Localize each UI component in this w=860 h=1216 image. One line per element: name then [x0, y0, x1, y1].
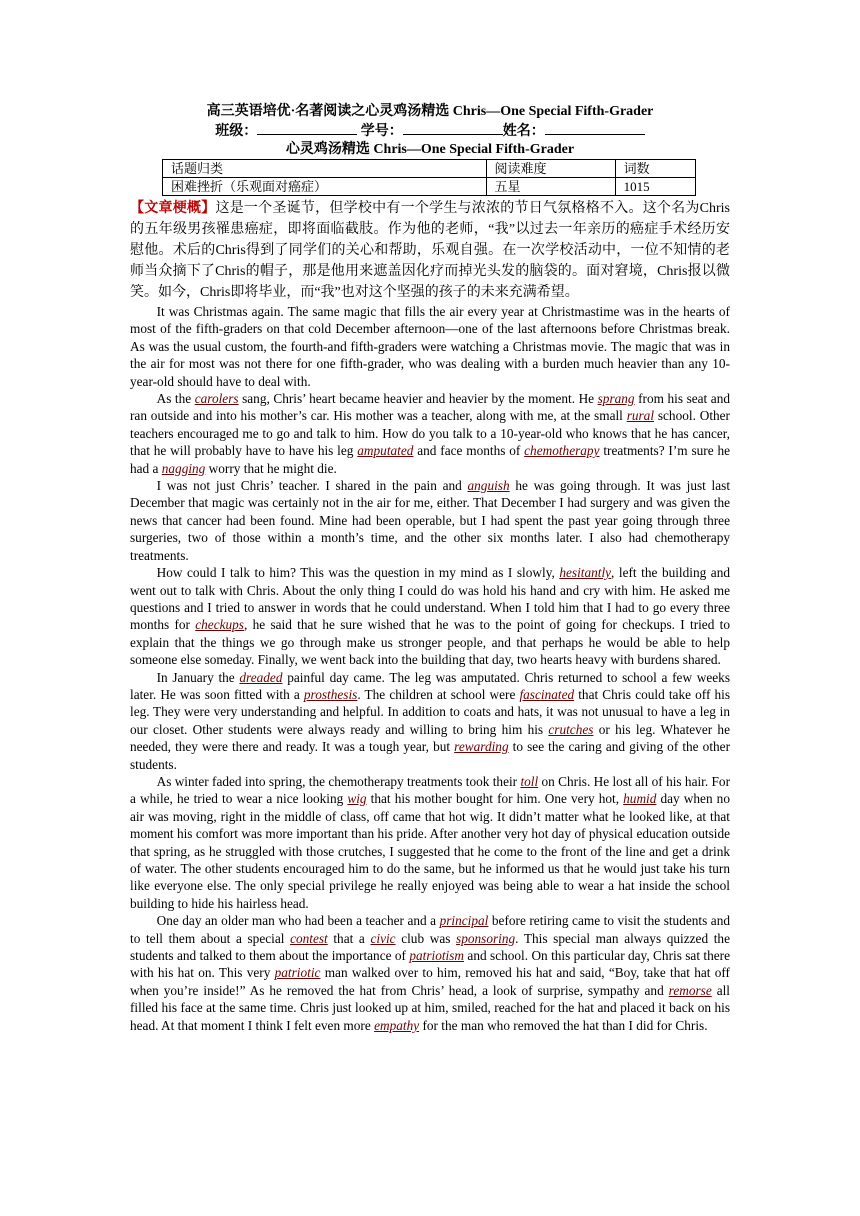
paragraph: It was Christmas again. The same magic that fills the air every year at Christmastime was in the hearts of most of the fifth-graders on that cold December afternoon—one of the last afternoons before Christmas break. As was the usual custom, the fourth-and fifth-graders were watching a Christmas movie. The magic that was in the air for most was not there for one fifth-grader, who was dealing with a burden much heavier than any 10-year-old should have to deal with. [130, 304, 730, 389]
paragraph: As winter faded into spring, the chemotherapy treatments took their toll on Chris. He lost all of his hair. For a while, he tried to wear a nice looking wig that his mother bought for him. One very hot, humid day when no air was moving, right in the middle of class, off came that hot wig. It didn’t matter what he looked like, at that moment his comfort was more important than his pride. After another very hot day of physical education outside that spring, as he struggled with those crutches, I suggested that he come to the front of the line and get a drink of water. The other students encouraged him to do the same, but he informed us that he would just take his turn like everyone else. The only special privilege he really enjoyed was being able to wear a hat inside the school building to hide his hairless head. [130, 773, 730, 911]
keyword: anguish [467, 478, 510, 494]
keyword: hesitantly [559, 565, 612, 581]
name-blank [545, 121, 645, 135]
document-title: 高三英语培优·名著阅读之心灵鸡汤精选 Chris—One Special Fifth-Grader [206, 104, 654, 119]
meta-table [162, 159, 696, 196]
paragraph: As the carolers sang, Chris’ heart became heavier and heavier by the moment. He sprang from his seat and ran outside and into his mother’s car. His mother was a teacher, along with me, at the small rural school. Other teachers encouraged me to go and talk to him. How do you talk to a 10-year-old who knows that he has cancer, that he will probably have to have his leg amputated and face months of chemotherapy treatments? I’m sure he had a nagging worry that he might die. [130, 391, 731, 476]
keyword: amputated [357, 443, 414, 459]
table-cell: 五星 [486, 178, 615, 196]
keyword: wig [347, 791, 367, 807]
keyword: chemotherapy [524, 443, 600, 459]
paragraph: I was not just Chris’ teacher. I shared in the pain and anguish he was going through. It was just last December that magic was certainly not in the air for me, either. That December I had surgery and was given the news that cancer had been found. Mine had been operable, but I had spent the past year going through three surgeries, two of those within a month’s time, and the other six months later. I also had chemotherapy treatments. [130, 478, 731, 563]
keyword: rewarding [454, 739, 509, 755]
document-subtitle: 心灵鸡汤精选 Chris—One Special Fifth-Grader [285, 142, 575, 157]
class-label: 班级： [215, 124, 258, 139]
name-label: 姓名： [502, 124, 545, 139]
student-info-line [130, 121, 730, 140]
keyword: nagging [161, 460, 206, 476]
keyword: contest [290, 930, 328, 946]
table-row [163, 178, 696, 196]
table-cell: 阅读难度 [486, 160, 615, 178]
id-blank [403, 121, 503, 135]
table-cell: 1015 [615, 178, 695, 196]
summary-text: 这是一个圣诞节，但学校中有一个学生与浓浓的节日气氛格格不入。这个名为Chris的五年级男孩罹患癌症，即将面临截肢。作为他的老师，“我”以过去一年亲历的癌症手术经历安慰他。术后的Chris得到了同学们的关心和帮助，乐观自强。在一次学校活动中，一位不知情的老师当众摘下了Chris的帽子，那是他用来遮盖因化疗而掉光头发的脑袋的。面对窘境，Chris报以微笑。如今，Chris即将毕业，而“我”也对这个坚强的孩子的未来充满希望。 [130, 201, 730, 300]
keyword: carolers [194, 391, 239, 407]
keyword: crutches [548, 721, 594, 737]
keyword: toll [520, 773, 539, 789]
paragraph: How could I talk to him? This was the question in my mind as I slowly, hesitantly, left the building and went out to talk with Chris. About the only thing I could do was hold his hand and cry with him. He asked me questions and I tried to answer in words that he could understand. When I told him that I had to go every three months for checkups, he said that he sure wished that he was to the point of going for checkups. I tried to explain that the things we go through make us stronger people, and that perhaps he would be able to help someone else someday. Finally, we went back into the building that day, two hearts heavy with burdens shared. [130, 565, 731, 668]
document-page [130, 103, 730, 1034]
keyword: remorse [668, 982, 712, 998]
keyword: checkups [195, 617, 244, 633]
keyword: patriotism [409, 948, 465, 964]
table-cell: 词数 [615, 160, 695, 178]
keyword: empathy [374, 1017, 420, 1033]
keyword: prosthesis [303, 686, 358, 702]
summary-tag: 【文章梗概】 [130, 201, 216, 216]
keyword: civic [370, 930, 396, 946]
keyword: sprang [597, 391, 635, 407]
keyword: patriotic [274, 965, 321, 981]
keyword: sponsoring [456, 930, 516, 946]
table-row [163, 160, 696, 178]
keyword: principal [439, 913, 489, 929]
id-label: 学号： [360, 124, 403, 139]
paragraph: One day an older man who had been a teacher and a principal before retiring came to visit the students and to tell them about a special contest that a civic club was sponsoring. This special man always quizzed the students and talked to them about the importance of patriotism and school. On this particular day, Chris sat there with his hat on. This very patriotic man walked over to him, removed his hat and said, “Boy, take that hat off when you’re inside!” As he removed the hat from Chris’ head, a look of surprise, sympathy and remorse all filled his face at the same time. Chris just looked up at him, smiled, reached for the hat and placed it back on his head. At that moment I think I felt even more empathy for the man who removed the hat than I did for Chris. [130, 913, 731, 1033]
keyword: dreaded [239, 669, 283, 685]
keyword: fascinated [519, 686, 575, 702]
class-blank [257, 121, 357, 135]
table-cell: 困难挫折（乐观面对癌症） [163, 178, 487, 196]
keyword: humid [623, 791, 657, 807]
summary-paragraph [130, 198, 730, 303]
paragraph: In January the dreaded painful day came. The leg was amputated. Chris returned to school a few weeks later. He was soon fitted with a prosthesis. The children at school were fascinated that Chris could take off his leg. They were very understanding and helpful. In addition to coats and hats, it was not unusual to have a leg in our closet. Other students were always ready and willing to bring him his crutches or his leg. Whatever he needed, they were there and ready. It was a tough year, but rewarding to see the caring and giving of the other students. [130, 669, 730, 772]
keyword: rural [626, 408, 655, 424]
table-cell: 话题归类 [163, 160, 487, 178]
article-body [130, 303, 730, 1034]
